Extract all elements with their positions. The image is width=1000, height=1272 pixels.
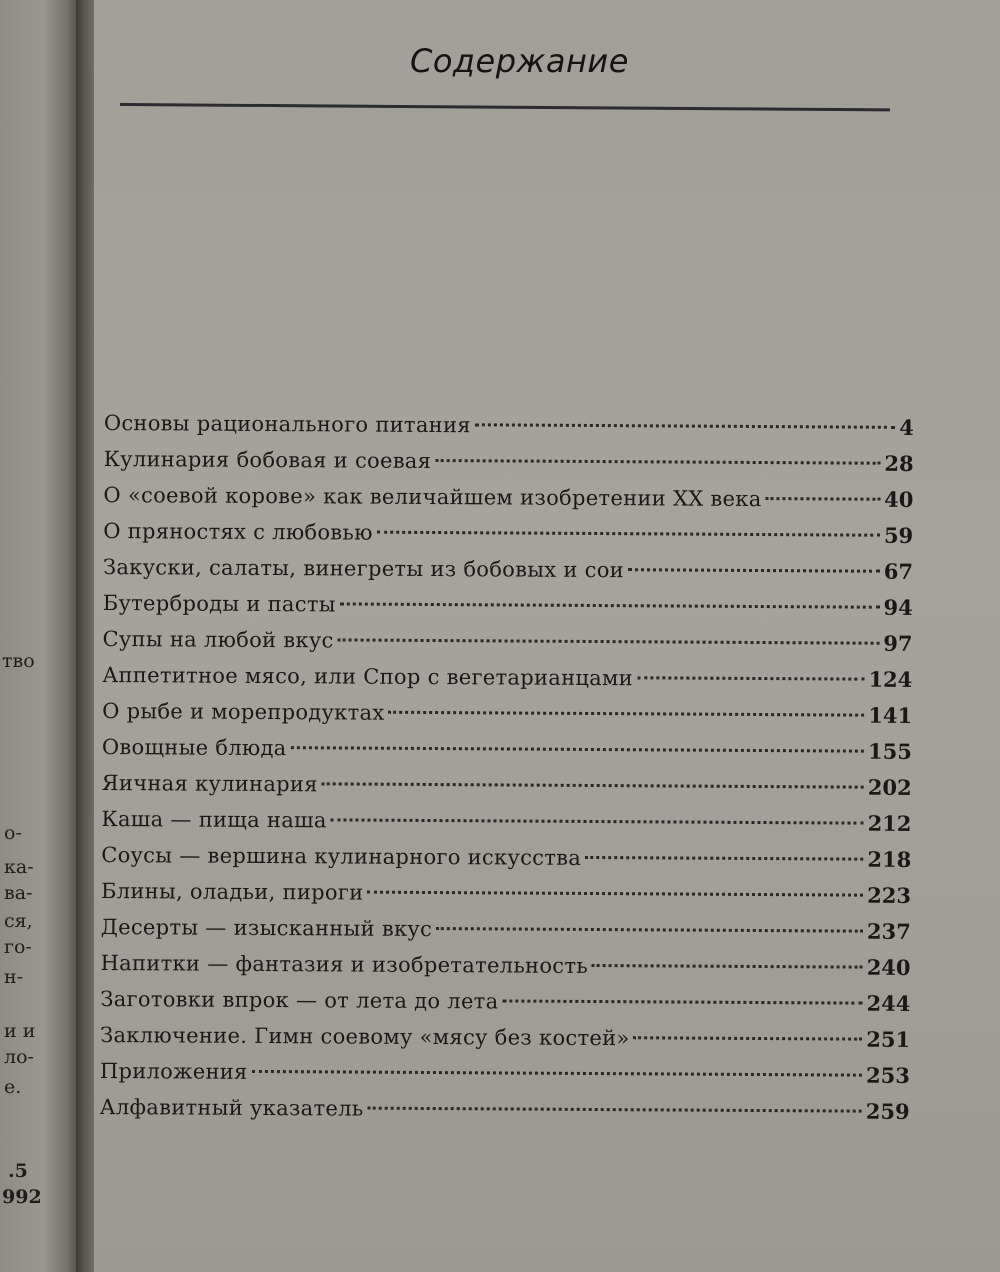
toc-entry-title: Бутерброды и пасты: [102, 590, 336, 617]
toc-entry-title: Каша — пища наша: [101, 806, 327, 833]
toc-entry-page: 240: [866, 954, 911, 980]
left-page-fragment: о-: [4, 822, 22, 844]
toc-entry-title: Супы на любой вкус: [102, 626, 334, 653]
toc-leader-dots: [634, 1036, 863, 1040]
toc-leader-dots: [367, 891, 863, 897]
toc-entry-page: 212: [867, 810, 912, 836]
toc-entry-page: 141: [868, 702, 913, 728]
toc-entry: [100, 945, 910, 986]
toc-leader-dots: [637, 676, 865, 680]
toc-entry-title: Алфавитный указатель: [99, 1094, 364, 1121]
toc-entry-page: 218: [867, 846, 912, 872]
left-page-fragment: н-: [4, 966, 24, 988]
toc-entry-title: Кулинария бобовая и соевая: [103, 446, 432, 473]
toc-leader-dots: [368, 1107, 862, 1113]
toc-leader-dots: [322, 782, 864, 788]
toc-entry-page: 40: [884, 486, 914, 512]
toc-leader-dots: [389, 711, 865, 717]
toc-entry-page: 202: [867, 774, 912, 800]
toc-entry-title: Напитки — фантазия и изобретательность: [100, 950, 589, 978]
left-page: [0, 0, 78, 1272]
toc-leader-dots: [766, 497, 881, 501]
toc-entry: [100, 1053, 910, 1094]
toc-leader-dots: [338, 638, 880, 644]
toc-entry-title: Аппетитное мясо, или Спор с вегетарианцами: [102, 662, 634, 691]
toc-entry: [101, 873, 911, 914]
toc-leader-dots: [592, 964, 863, 969]
left-page-fragment: .5: [8, 1160, 28, 1182]
toc-entry: [100, 1089, 910, 1130]
left-page-fragment: е.: [4, 1076, 22, 1098]
toc-entry: [102, 657, 912, 698]
left-page-fragment: ка-: [4, 856, 34, 878]
toc-entry-title: О пряностях с любовью: [103, 518, 373, 545]
left-page-fragment: ва-: [4, 882, 33, 904]
toc-entry-page: 67: [883, 558, 914, 584]
left-page-fragment: тво: [2, 650, 35, 672]
toc-entry-page: 237: [866, 918, 911, 944]
toc-entry-title: О рыбе и морепродуктах: [102, 698, 385, 725]
toc-entry: [100, 1017, 910, 1058]
left-page-fragment: го-: [4, 936, 32, 958]
toc-leader-dots: [436, 927, 863, 933]
toc-entry-page: 4: [899, 414, 914, 440]
toc-leader-dots: [502, 999, 862, 1004]
toc-entry-title: О «соевой корове» как величайшем изобретении XX века: [103, 482, 762, 512]
toc-entry-page: 155: [867, 738, 912, 764]
toc-leader-dots: [340, 602, 880, 608]
toc-entry-title: Яичная кулинария: [101, 770, 318, 797]
toc-leader-dots: [628, 568, 880, 573]
toc-entry-page: 124: [868, 666, 913, 692]
toc-entry: [103, 513, 913, 554]
toc-entry-title: Закуски, салаты, винегреты из бобовых и сои: [102, 554, 625, 583]
toc-leader-dots: [252, 1070, 862, 1077]
toc-leader-dots: [475, 423, 895, 429]
toc-entry-page: 97: [883, 630, 913, 656]
toc-entry: [102, 729, 912, 770]
left-page-fragment: ло-: [4, 1046, 34, 1068]
toc-leader-dots: [585, 856, 863, 861]
toc-entry: [101, 909, 911, 950]
toc-entry: [100, 981, 910, 1022]
toc-entry-title: Блины, оладьи, пироги: [100, 878, 364, 905]
page-title: Содержание: [410, 42, 629, 80]
toc-entry-page: 28: [884, 450, 914, 476]
toc-entry-page: 244: [866, 990, 911, 1016]
toc-leader-dots: [435, 459, 880, 465]
toc-entry: [102, 693, 912, 734]
toc-entry: [101, 837, 911, 878]
toc-entry: [104, 441, 914, 482]
toc-leader-dots: [291, 746, 865, 753]
toc-entry-title: Приложения: [99, 1058, 248, 1084]
left-page-fragment: ся,: [4, 910, 33, 932]
toc-leader-dots: [331, 818, 864, 824]
toc-entry-page: 259: [865, 1098, 910, 1124]
toc-entry-title: Заключение. Гимн соевому «мясу без костей»: [100, 1022, 630, 1051]
toc-entry: [103, 585, 913, 626]
left-page-fragment: 992: [2, 1186, 42, 1208]
left-page-fragment: и и: [4, 1020, 36, 1042]
toc-entry-title: Заготовки впрок — от лета до лета: [100, 986, 499, 1014]
toc-entry-title: Основы рационального питания: [103, 410, 471, 438]
toc-entry-page: 253: [866, 1062, 910, 1088]
toc-entry: [104, 405, 914, 446]
toc-entry: [101, 801, 911, 842]
toc-entry-title: Десерты — изысканный вкус: [100, 914, 433, 942]
toc-entry-title: Овощные блюда: [101, 734, 287, 761]
toc-entry: [103, 549, 913, 590]
toc-leader-dots: [377, 531, 880, 537]
toc-entry-page: 59: [883, 522, 914, 548]
toc-entry-page: 94: [883, 594, 913, 620]
table-of-contents: [100, 405, 914, 1130]
toc-entry: [102, 765, 912, 806]
toc-entry: [103, 477, 913, 518]
toc-entry-title: Соусы — вершина кулинарного искусства: [101, 842, 582, 870]
toc-entry-page: 251: [866, 1026, 911, 1052]
toc-entry: [102, 621, 912, 662]
toc-entry-page: 223: [867, 882, 912, 908]
